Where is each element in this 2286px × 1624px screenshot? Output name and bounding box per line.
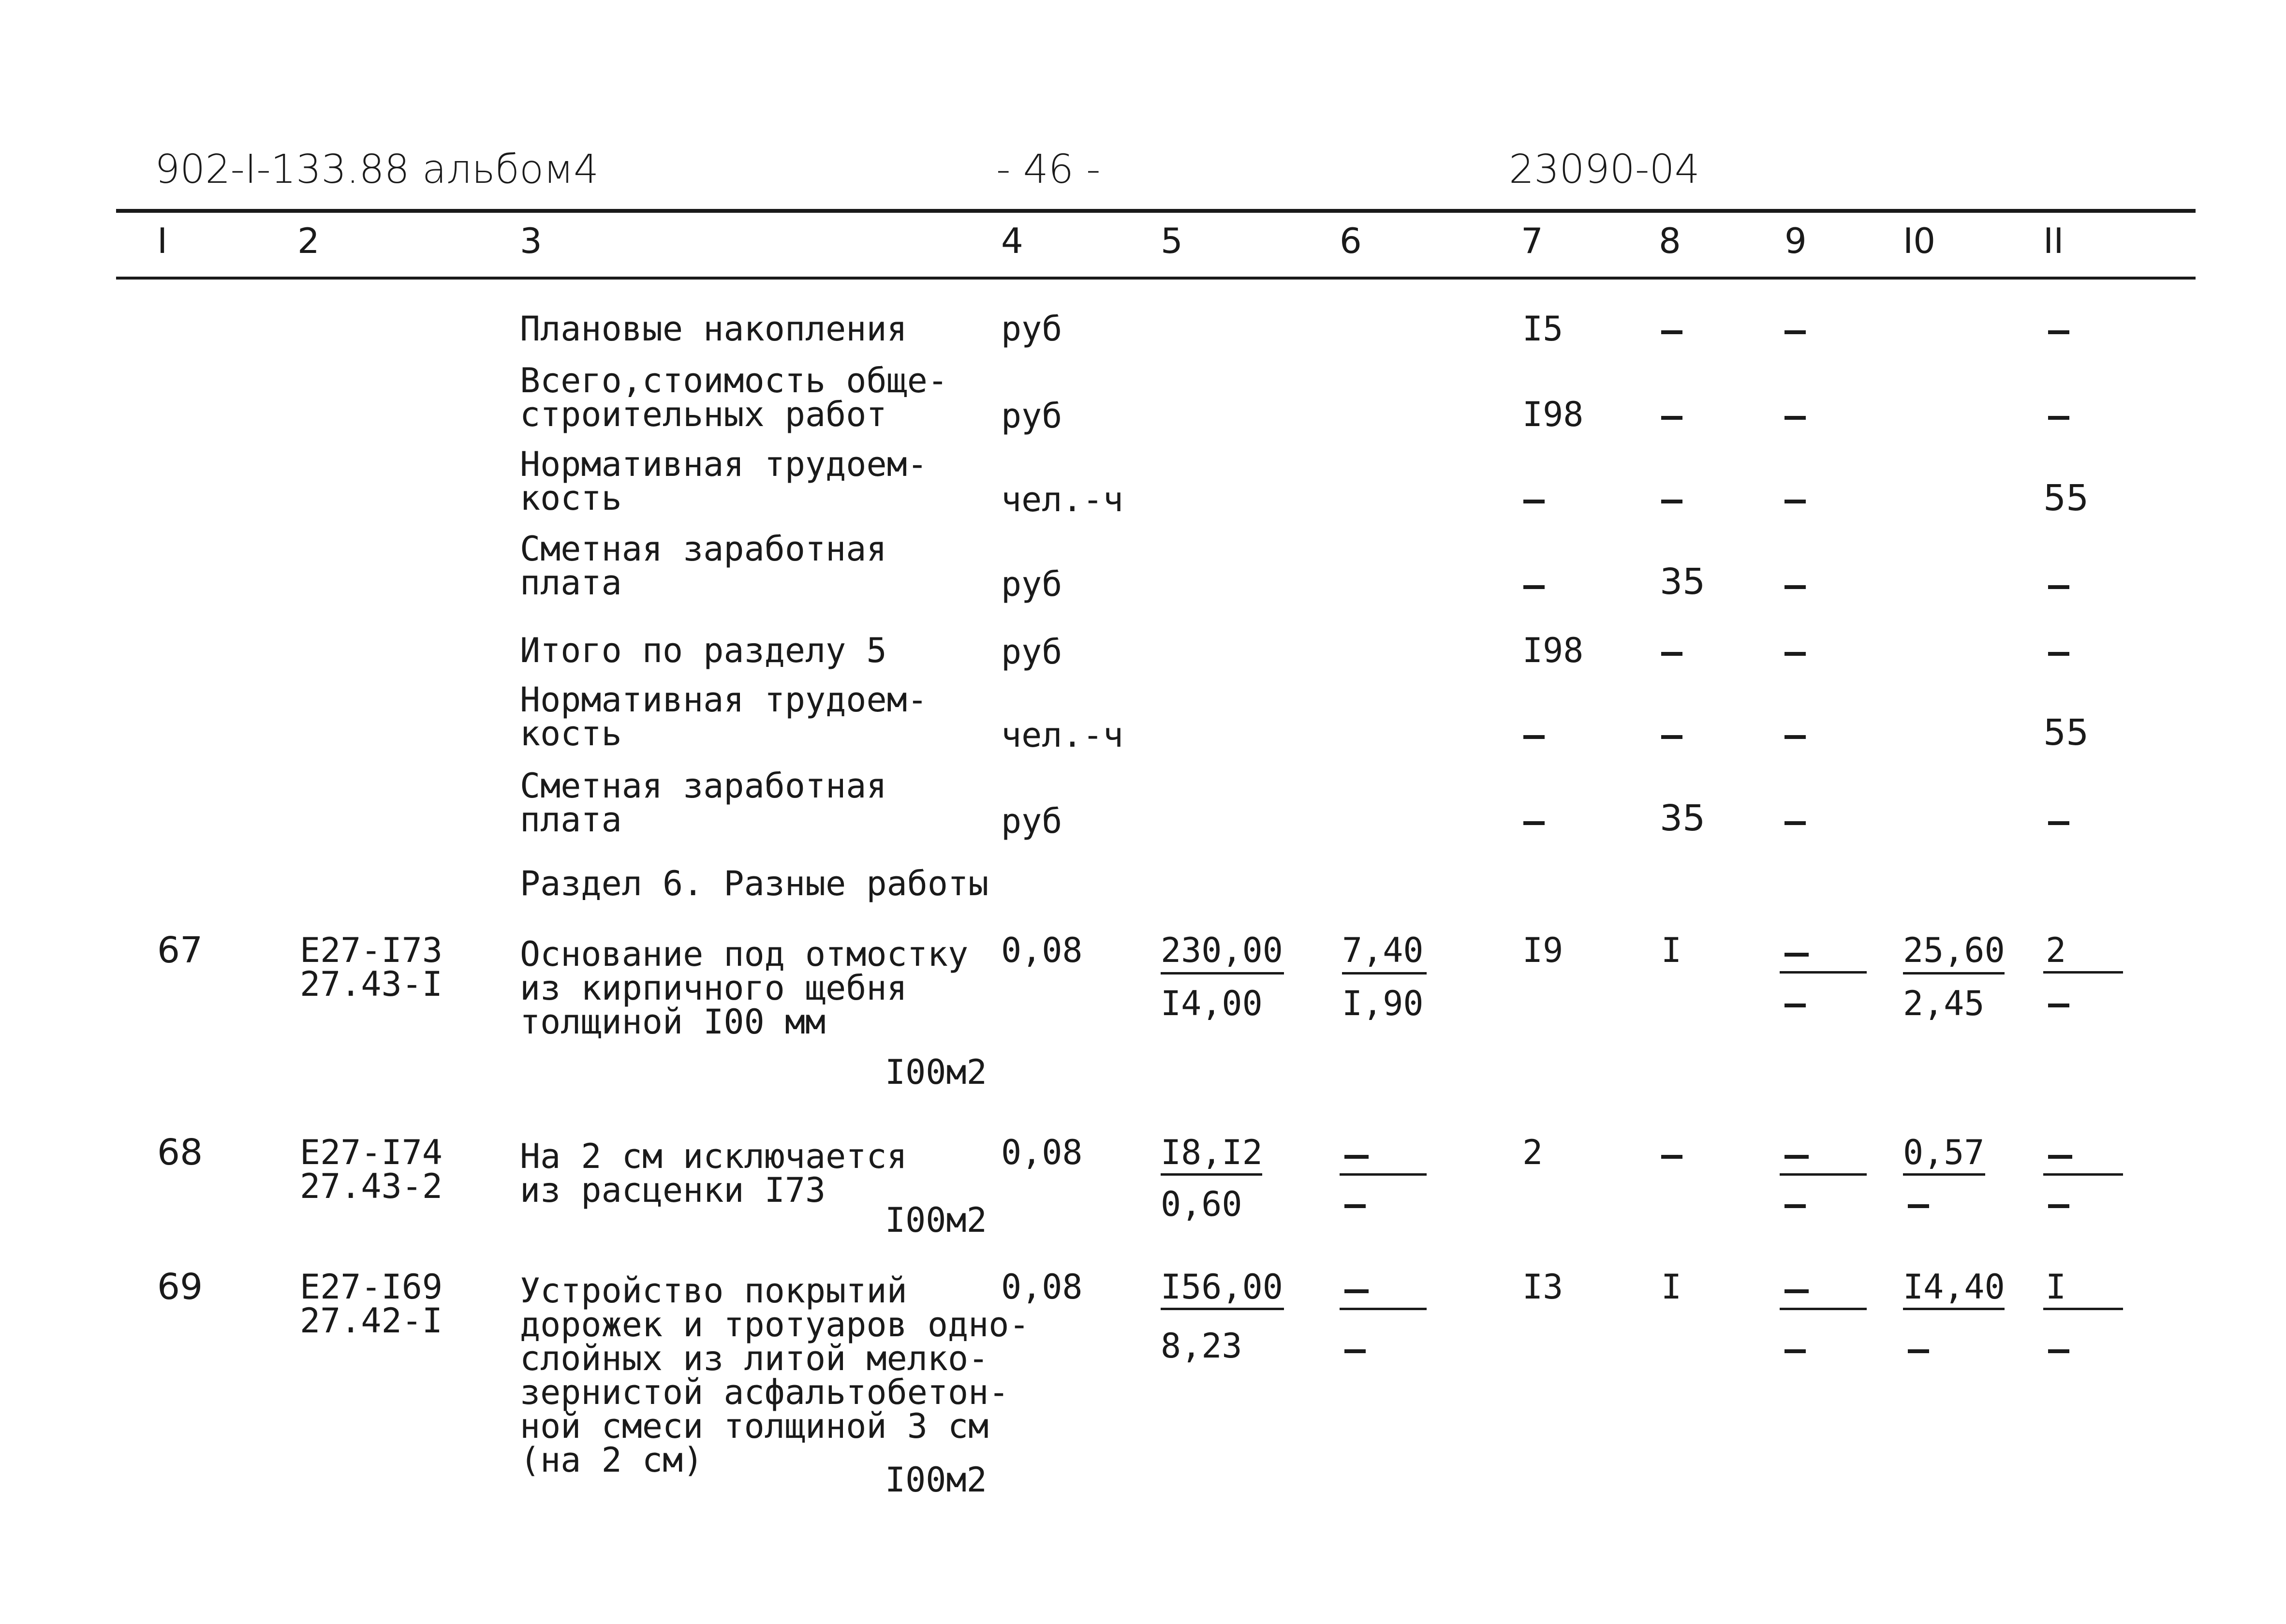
dash-mark: [1785, 735, 1806, 739]
summary-c8: 35: [1660, 797, 1706, 839]
dash-mark: [1661, 652, 1682, 656]
summary-c7: I98: [1522, 395, 1584, 434]
summary-unit: руб: [1001, 632, 1062, 672]
summary-unit: руб: [1001, 564, 1062, 604]
item-code: Е27-I73: [300, 930, 443, 970]
item-c7: I3: [1522, 1267, 1563, 1307]
dash-mark: [1523, 500, 1545, 503]
item-description-line: Устройство покрытий: [520, 1271, 907, 1311]
item-c5-top: I56,00: [1161, 1267, 1283, 1307]
item-c9-top: [1785, 1289, 1809, 1293]
item-code: Е27-I74: [300, 1133, 443, 1172]
col-header-5: 5: [1161, 221, 1183, 261]
summary-c7: I5: [1522, 309, 1563, 349]
item-c6-top: [1344, 1155, 1369, 1159]
item-c11-top: 2: [2046, 930, 2066, 970]
item-measure-unit: I00м2: [885, 1052, 987, 1092]
dash-mark: [1661, 416, 1682, 420]
summary-label-line: плата: [520, 563, 622, 603]
dash-mark: [1523, 735, 1545, 739]
item-c6-bottom: I,90: [1342, 984, 1424, 1023]
summary-c8: 35: [1660, 561, 1706, 603]
item-c5-top: 230,00: [1161, 930, 1283, 970]
item-description-line: из кирпичного щебня: [520, 968, 907, 1008]
summary-c7: I98: [1522, 631, 1584, 670]
fraction-bar: [2043, 1308, 2123, 1310]
table-top-rule: [116, 209, 2196, 213]
item-c11-bottom: [2048, 1204, 2069, 1208]
section-title: Раздел 6. Разные работы: [520, 864, 989, 903]
item-code: Е27-I69: [300, 1267, 443, 1307]
col-header-10: I0: [1903, 221, 1936, 261]
summary-label-line: плата: [520, 800, 622, 840]
col-header-7: 7: [1521, 221, 1543, 261]
dash-mark: [1661, 500, 1682, 503]
item-description-line: На 2 см исключается: [520, 1137, 907, 1176]
dash-mark: [1785, 585, 1806, 589]
item-c11-top: I: [2046, 1267, 2066, 1307]
fraction-bar: [1780, 1308, 1867, 1310]
item-number: 69: [157, 1266, 203, 1308]
dash-mark: [1523, 585, 1545, 589]
item-quantity: 0,08: [1001, 930, 1083, 970]
dash-mark: [2048, 416, 2069, 420]
fraction-bar: [1340, 1308, 1427, 1310]
summary-label-line: Итого по разделу 5: [520, 631, 887, 670]
item-measure-unit: I00м2: [885, 1200, 987, 1240]
dash-mark: [2048, 585, 2069, 589]
dash-mark: [1661, 330, 1682, 334]
fraction-bar: [1342, 972, 1427, 974]
item-c6-bottom: [1344, 1204, 1366, 1208]
fraction-bar: [1161, 1308, 1284, 1310]
col-header-8: 8: [1659, 221, 1681, 261]
summary-label-line: Нормативная трудоем-: [520, 444, 928, 484]
fraction-bar: [2043, 1173, 2123, 1176]
summary-label-line: Сметная заработная: [520, 529, 887, 569]
summary-label-line: Всего,стоимость обще-: [520, 361, 948, 400]
item-c5-top: I8,I2: [1161, 1133, 1263, 1172]
item-c6-top: [1344, 1289, 1369, 1293]
dash-mark: [1785, 652, 1806, 656]
fraction-bar: [2043, 971, 2123, 974]
summary-unit: руб: [1001, 801, 1062, 841]
item-c7: 2: [1522, 1133, 1543, 1172]
item-quantity: 0,08: [1001, 1267, 1083, 1307]
item-c10-bottom: 2,45: [1903, 984, 1985, 1023]
fraction-bar: [1780, 971, 1867, 974]
summary-label-line: Нормативная трудоем-: [520, 680, 928, 720]
item-code: 27.42-I: [300, 1301, 443, 1341]
item-c11-bottom: [2048, 1349, 2069, 1353]
dash-mark: [2048, 821, 2069, 825]
dash-mark: [1785, 330, 1806, 334]
item-c9-top: [1785, 1155, 1809, 1159]
item-c9-bottom: [1785, 1204, 1806, 1208]
item-c6-top: 7,40: [1342, 930, 1424, 970]
item-c8: [1661, 1155, 1682, 1159]
item-c6-bottom: [1344, 1349, 1366, 1353]
item-c5-bottom: I4,00: [1161, 984, 1263, 1023]
item-description-line: (на 2 см): [520, 1440, 704, 1480]
col-header-1: I: [157, 221, 168, 261]
inventory-number: 23090-04: [1509, 147, 1700, 192]
item-number: 67: [157, 930, 203, 971]
dash-mark: [2048, 652, 2069, 656]
col-header-6: 6: [1340, 221, 1362, 261]
item-description-line: ной смеси толщиной 3 см: [520, 1406, 989, 1446]
col-header-4: 4: [1001, 221, 1023, 261]
col-header-3: 3: [520, 221, 542, 261]
page-number: - 46 -: [996, 147, 1101, 192]
summary-label-line: кость: [520, 714, 622, 753]
dash-mark: [1785, 416, 1806, 420]
item-c9-bottom: [1785, 1349, 1806, 1353]
dash-mark: [2048, 330, 2069, 334]
item-c10-top: 0,57: [1903, 1133, 1985, 1172]
summary-c11: 55: [2043, 712, 2089, 753]
col-header-11: II: [2043, 221, 2064, 261]
summary-unit: руб: [1001, 309, 1062, 349]
item-c5-bottom: 0,60: [1161, 1184, 1242, 1224]
summary-label-line: Сметная заработная: [520, 766, 887, 806]
fraction-bar: [1780, 1173, 1867, 1176]
table-header-rule: [116, 277, 2196, 280]
item-description-line: дорожек и тротуаров одно-: [520, 1305, 1030, 1344]
summary-unit: чел.-ч: [1001, 480, 1123, 519]
item-description-line: слойных из литой мелко-: [520, 1339, 989, 1378]
fraction-bar: [1903, 1308, 2005, 1310]
item-c10-bottom: [1908, 1349, 1929, 1353]
item-c9-bottom: [1785, 1004, 1806, 1007]
item-code: 27.43-I: [300, 964, 443, 1004]
item-c10-top: 25,60: [1903, 930, 2005, 970]
summary-c11: 55: [2043, 477, 2089, 519]
fraction-bar: [1161, 972, 1284, 974]
fraction-bar: [1340, 1173, 1427, 1176]
dash-mark: [1523, 821, 1545, 825]
item-code: 27.43-2: [300, 1166, 443, 1206]
item-description-line: из расценки I73: [520, 1170, 826, 1210]
summary-unit: чел.-ч: [1001, 715, 1123, 755]
summary-label-line: кость: [520, 478, 622, 518]
item-description-line: Основание под отмостку: [520, 934, 969, 974]
item-c9-top: [1785, 953, 1809, 957]
item-c7: I9: [1522, 930, 1563, 970]
fraction-bar: [1903, 1173, 1985, 1176]
summary-label-line: строительных работ: [520, 395, 887, 434]
item-quantity: 0,08: [1001, 1133, 1083, 1172]
col-header-2: 2: [297, 221, 320, 261]
document-code: 902-I-133.88 альбом4: [155, 147, 599, 192]
item-c11-top: [2048, 1155, 2072, 1159]
item-measure-unit: I00м2: [885, 1460, 987, 1500]
col-header-9: 9: [1785, 221, 1807, 261]
item-c8: I: [1661, 1267, 1682, 1307]
item-number: 68: [157, 1132, 203, 1173]
summary-label-line: Плановые накопления: [520, 309, 907, 349]
item-c10-bottom: [1908, 1204, 1929, 1208]
item-description-line: зернистой асфальтобетон-: [520, 1373, 1009, 1412]
item-c5-bottom: 8,23: [1161, 1326, 1242, 1366]
item-c10-top: I4,40: [1903, 1267, 2005, 1307]
dash-mark: [1661, 735, 1682, 739]
fraction-bar: [1161, 1173, 1262, 1176]
dash-mark: [1785, 500, 1806, 503]
summary-unit: руб: [1001, 396, 1062, 436]
item-description-line: толщиной I00 мм: [520, 1002, 826, 1042]
dash-mark: [1785, 821, 1806, 825]
item-c11-bottom: [2048, 1004, 2069, 1007]
fraction-bar: [1903, 972, 2005, 974]
item-c8: I: [1661, 930, 1682, 970]
